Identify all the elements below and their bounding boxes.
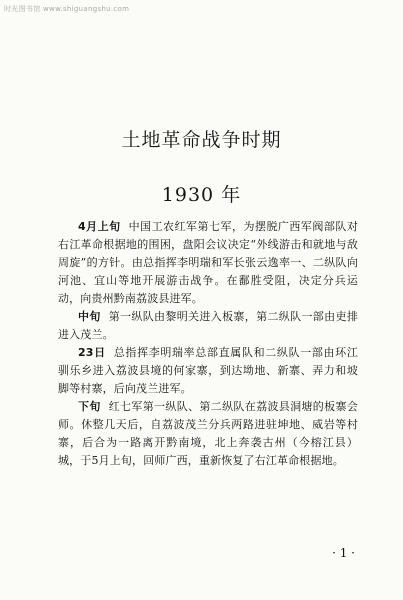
chapter-title: 土地革命战争时期 [121, 129, 282, 151]
entry-late [58, 398, 358, 470]
page-number: · 1 · [332, 546, 355, 560]
year-title: 1930 年 [161, 184, 242, 206]
chronology-body [58, 218, 358, 470]
entry-date: 下旬 [78, 400, 101, 413]
entry-date: 中旬 [78, 310, 101, 323]
entry-date: 23日 [78, 346, 106, 359]
watermark: 时光图书馆 www.shiguangshu.com [4, 5, 130, 13]
entry-mid [58, 308, 358, 344]
entry-april-early [58, 218, 358, 308]
entry-text: 第一纵队由黎明关进入板寨，第二纵队一部由吏排进入茂兰。 [58, 310, 358, 341]
entry-text: 中国工农红军第七军，为摆脱广西军阀部队对右江革命根据地的围困，盘阳会议决定“外线游击和就地与敌周旋”的方针。由总指挥李明瑞和军长张云逸率一、二纵队向河池、宜山等地开展游击战争。在鄱胜受阻，决定分兵运动，向贵州黔南荔波县进军。 [58, 220, 358, 305]
entry-date: 4月上旬 [78, 220, 121, 233]
entry-23rd [58, 344, 358, 398]
entry-text: 红七军第一纵队、第二纵队在荔波县洞塘的板寨会师。休整几天后，自荔波茂兰分兵两路进驻坤地、威岩等村寨，后合为一路离开黔南境，北上奔袭古州（今榕江县）城，于5月上旬，回师广西，重新恢复了右江革命根据地。 [58, 400, 358, 467]
entry-text: 总指挥李明瑞率总部直属队和二纵队一部由环江驯乐乡进入荔波县境的何家寨，到达坳地、新寨、弄力和坡脚等村寨，后向茂兰进军。 [58, 346, 358, 395]
